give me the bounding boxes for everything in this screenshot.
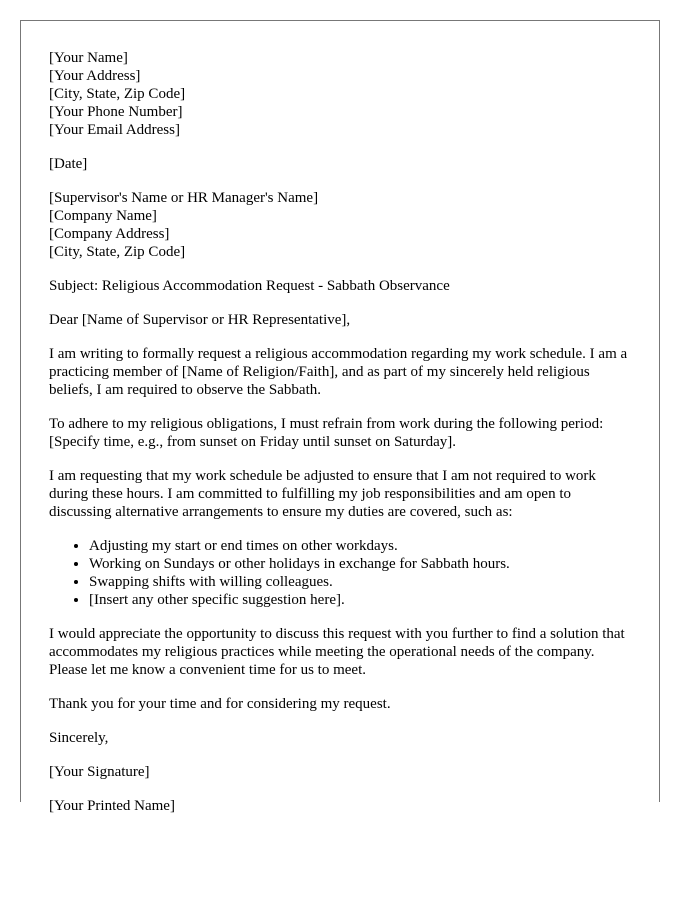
sender-email: [Your Email Address]	[49, 122, 180, 138]
salutation: Dear [Name of Supervisor or HR Representative],	[49, 312, 351, 328]
body-paragraph: I am writing to formally request a religious accommodation regarding my work schedule. I am a practicing member of [Name of Religion/Faith], and as part of my sincerely held religious beliefs, I am required to observe the Sabbath.	[49, 346, 628, 398]
sender-name: [Your Name]	[49, 50, 128, 66]
suggestion-list	[49, 537, 635, 609]
closing-paragraph: I would appreciate the opportunity to discuss this request with you further to find a solution that accommodates my religious practices while meeting the operational needs of the company. Please let me know a convenient time for us to meet.	[49, 626, 625, 678]
recipient-company: [Company Name]	[49, 208, 157, 224]
recipient-block	[49, 189, 635, 261]
sender-block	[49, 49, 635, 139]
letter-body	[49, 49, 635, 831]
recipient-city-state-zip: [City, State, Zip Code]	[49, 244, 186, 260]
recipient-address: [Company Address]	[49, 226, 170, 242]
sender-address: [Your Address]	[49, 68, 141, 84]
signature-placeholder: [Your Signature]	[49, 764, 150, 780]
letter-page	[20, 20, 660, 814]
body-paragraph: I am requesting that my work schedule be adjusted to ensure that I am not required to work during these hours. I am committed to fulfilling my job responsibilities and am open to discussing alternative arrangements to ensure my duties are covered, such as:	[49, 468, 596, 520]
body-paragraph: To adhere to my religious obligations, I must refrain from work during the following period: [Specify time, e.g., from sunset on Friday until sunset on Saturday].	[49, 416, 604, 450]
printed-name-placeholder: [Your Printed Name]	[49, 798, 175, 814]
suggestion-item: • Swapping shifts with willing colleagues.	[89, 573, 635, 591]
sender-phone: [Your Phone Number]	[49, 104, 183, 120]
subject-line: Subject: Religious Accommodation Request - Sabbath Observance	[49, 278, 450, 294]
recipient-name: [Supervisor's Name or HR Manager's Name]	[49, 190, 319, 206]
suggestion-item: • Working on Sundays or other holidays in exchange for Sabbath hours.	[89, 555, 635, 573]
suggestion-item: • Adjusting my start or end times on other workdays.	[89, 537, 635, 555]
suggestion-item: • [Insert any other specific suggestion here].	[89, 591, 635, 609]
letter-date: [Date]	[49, 156, 88, 172]
closing-paragraph: Thank you for your time and for considering my request.	[49, 696, 391, 712]
sender-city-state-zip: [City, State, Zip Code]	[49, 86, 186, 102]
sign-off: Sincerely,	[49, 730, 109, 746]
